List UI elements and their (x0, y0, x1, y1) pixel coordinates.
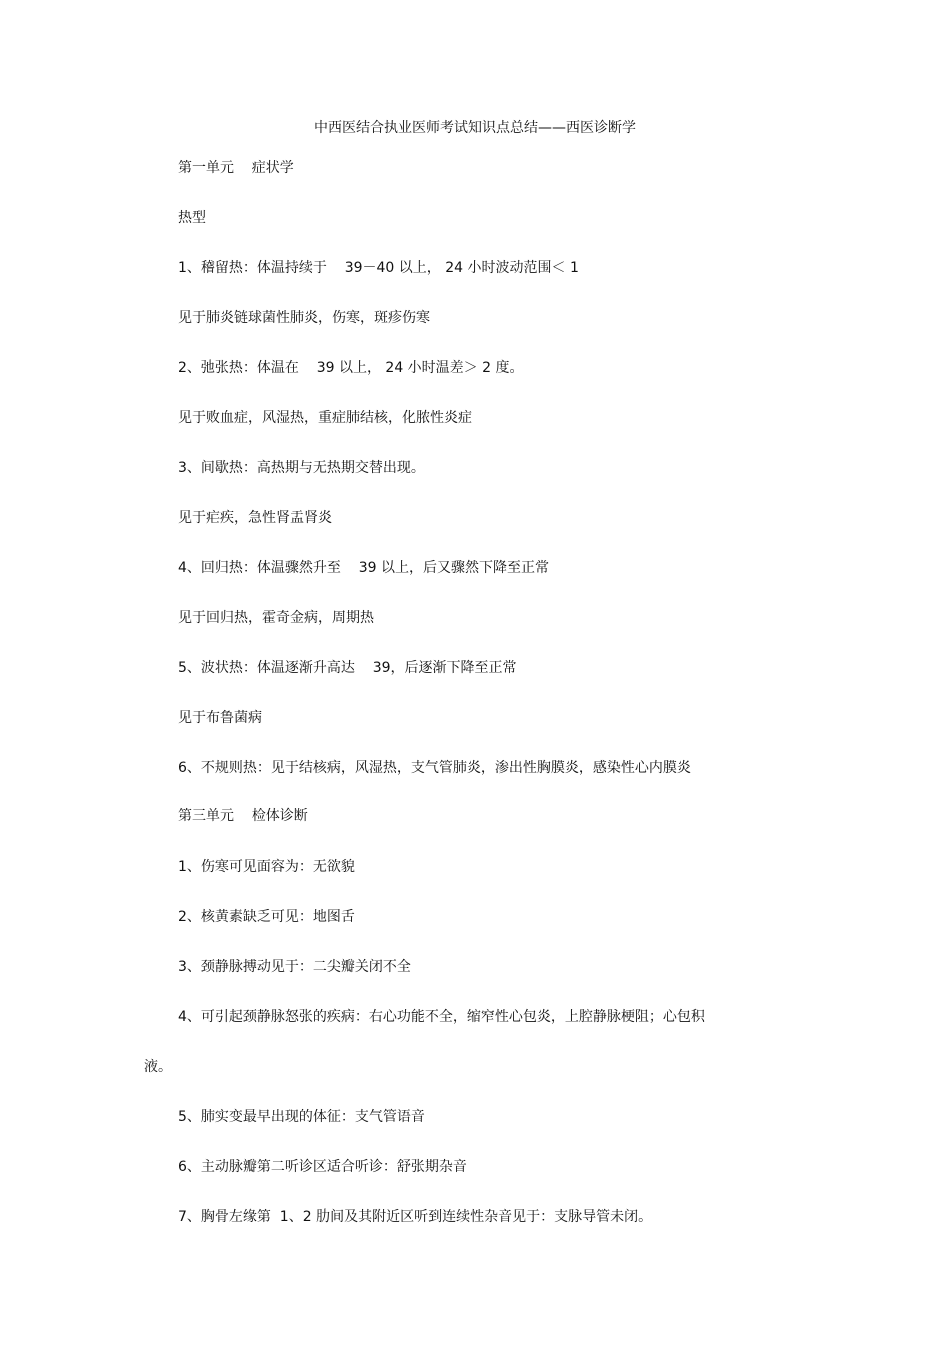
paragraph-line: 6、不规则热：见于结核病，风湿热，支气管肺炎，渗出性胸膜炎，感染性心内膜炎 (178, 760, 691, 776)
paragraph-line: 2、核黄素缺乏可见：地图舌 (178, 909, 355, 925)
section-heading-symptomatology: 第一单元 症状学 (178, 160, 294, 176)
paragraph-line-continuation: 液。 (144, 1059, 172, 1075)
paragraph-line: 1、稽留热：体温持续于 39－40 以上， 24 小时波动范围＜ 1 (178, 260, 579, 276)
paragraph-line: 3、颈静脉搏动见于：二尖瓣关闭不全 (178, 959, 411, 975)
paragraph-line: 4、回归热：体温骤然升至 39 以上，后又骤然下降至正常 (178, 560, 549, 576)
paragraph-line: 见于布鲁菌病 (178, 710, 262, 726)
paragraph-line: 见于败血症，风湿热，重症肺结核，化脓性炎症 (178, 410, 472, 426)
paragraph-line: 7、胸骨左缘第 1、2 肋间及其附近区听到连续性杂音见于：支脉导管未闭。 (178, 1209, 653, 1225)
paragraph-line: 见于回归热，霍奇金病，周期热 (178, 610, 374, 626)
paragraph-line: 1、伤寒可见面容为：无欲貌 (178, 859, 355, 875)
paragraph-line: 5、波状热：体温逐渐升高达 39，后逐渐下降至正常 (178, 660, 517, 676)
document-title: 中西医结合执业医师考试知识点总结——西医诊断学 (314, 120, 636, 136)
paragraph-line: 见于疟疾，急性肾盂肾炎 (178, 510, 332, 526)
subheading-fever-types: 热型 (178, 210, 206, 226)
paragraph-line: 3、间歇热：高热期与无热期交替出现。 (178, 460, 425, 476)
paragraph-line: 6、主动脉瓣第二听诊区适合听诊：舒张期杂音 (178, 1159, 467, 1175)
paragraph-line: 见于肺炎链球菌性肺炎，伤寒，斑疹伤寒 (178, 310, 430, 326)
section-heading-physical-exam: 第三单元 检体诊断 (178, 808, 308, 824)
paragraph-line: 4、可引起颈静脉怒张的疾病：右心功能不全，缩窄性心包炎，上腔静脉梗阻；心包积 (178, 1009, 705, 1025)
paragraph-line: 5、肺实变最早出现的体征：支气管语音 (178, 1109, 425, 1125)
paragraph-line: 2、弛张热：体温在 39 以上， 24 小时温差＞ 2 度。 (178, 360, 524, 376)
